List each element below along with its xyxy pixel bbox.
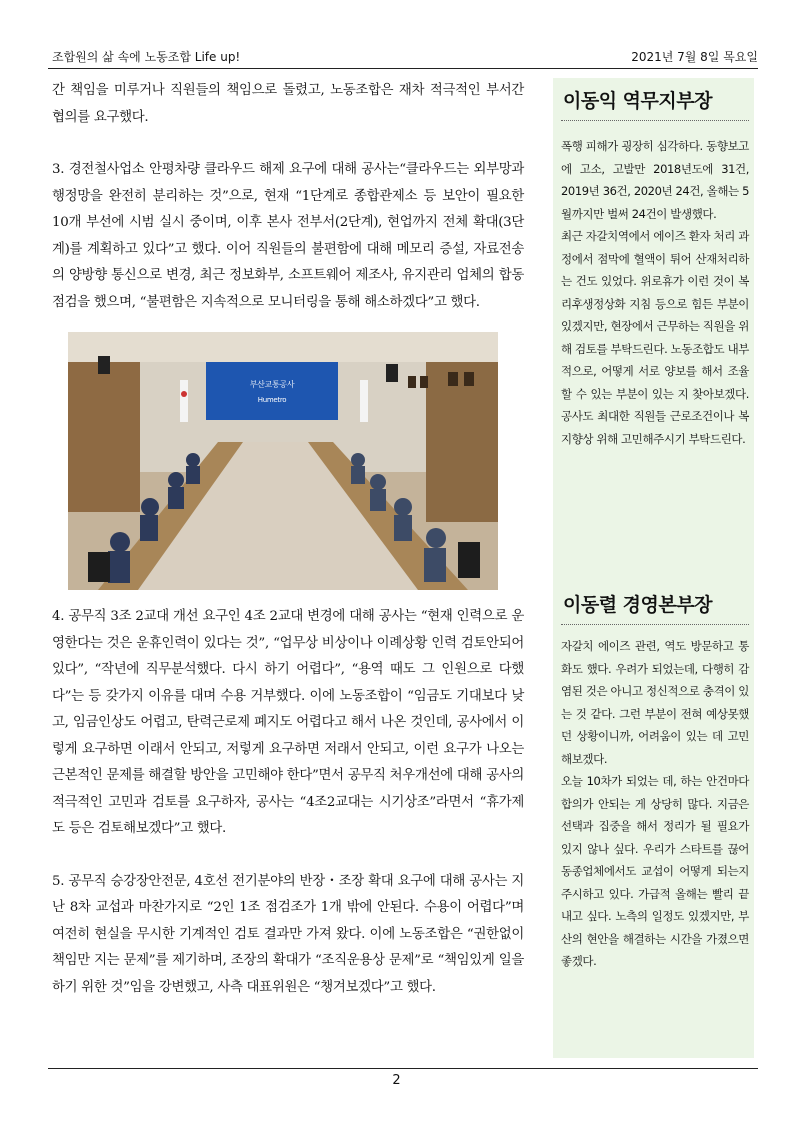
paragraph-item-5: 5. 공무직 승강장안전문, 4호선 전기분야의 반장・조장 확대 요구에 대해 공사는 지난 8차 교섭과 마찬가지로 “2인 1조 점검조가 1개 밖에 안된다. 수용이 어렵다”며 여전히 현실을 무시한 기계적인 검토 결과만 가져 왔다. 이에 노동조합은 “권한없이 책임만 지는 문제”를 제기하며, 조장의 확대가 “조직운용상 문제”로 “책임있게 일을 하기 위한 것”임을 강변했고, 사측 대표위원은 “챙겨보겠다”고 했다. (52, 873, 524, 995)
comment-title-2: 이동렬 경영본부장 (561, 586, 749, 625)
comment-2-paragraph-2: 오늘 10차가 되었는 데, 하는 안건마다 합의가 안되는 게 상당히 많다. 지금은 선택과 집중을 해서 정리가 될 필요가 있지 않나 싶다. 우리가 스타트를 끊어 동종업체에서도 교섭이 어떻게 되는지 주시하고 있다. 가급적 올해는 빨리 끝내고 싶다. 노측의 일정도 있겠지만, 부산의 현안을 해결하는 시간을 가졌으면 좋겠다. (561, 774, 749, 968)
footer-divider (48, 1068, 758, 1069)
comment-1-paragraph-1: 폭행 피해가 굉장히 심각하다. 동향보고에 고소, 고발만 2018년도에 31건, 2019년 36건, 2020년 24건, 올해는 5월까지만 벌써 24건이 발생했다. (561, 139, 749, 221)
comment-title-1: 이동익 역무지부장 (561, 82, 749, 121)
page-header (48, 46, 758, 69)
comment-section-2 (561, 586, 749, 973)
sidebar-comments (553, 78, 754, 1058)
comment-1-paragraph-2: 최근 자갈치역에서 에이즈 환자 처리 과정에서 점막에 혈액이 튀어 산재처리하는 건도 있었다. 위로휴가 이런 것이 복리후생정상화 지침 등으로 힘든 부분이 있겠지만, 현장에서 근무하는 직원을 위해 검토를 부탁드린다. 노동조합도 내부적으로, 어떻게 서로 양보를 해서 조율할 수 있는 부분이 있는 지 찾아보겠다. 공사도 최대한 직원들 근로조건이나 복지향상 위해 고민해주시기 부탁드린다. (561, 229, 749, 446)
page-number: 2 (392, 1073, 401, 1088)
comment-2-paragraph-1: 자갈치 에이즈 관련, 역도 방문하고 통화도 했다. 우려가 되었는데, 다행히 감염된 것은 아니고 정신적으로 충격이 있는 것 같다. 그런 부분이 전혀 예상못했던 상황이니까, 어려움이 있는 데 고민해보겠다. (561, 639, 749, 766)
banner-logo-text: Humetro (257, 396, 287, 404)
newsletter-slogan: 조합원의 삶 속에 노동조합 Life up! (52, 50, 241, 64)
paragraph-item-4: 4. 공무직 3조 2교대 개선 요구인 4조 2교대 변경에 대해 공사는 “현재 인력으로 운영한다는 것은 운휴인력이 있다는 것”, “업무상 비상이나 이례상황 인력 검토안되어 있다”, “작년에 직무분석했다. 다시 하기 어렵다”, “용역 때도 그 인원으로 다했다”는 등 갖가지 이유를 대며 수용 거부했다. 이에 노동조합이 “임금도 기대보다 낮고, 임금인상도 어렵고, 탄력근로제 폐지도 어렵다고 해서 나온 것인데, 공사에서 이렇게 요구하면 이래서 안되고, 저렇게 요구하면 저래서 안되고, 이런 요구가 나오는 근본적인 문제를 해결할 방안을 고민해야 한다”면서 공무직 처우개선에 대해 공사의 적극적인 고민과 검토를 요구하자, 공사는 “4조2교대는 시기상조”라면서 “휴가제도 등은 검토해보겠다”고 했다. (52, 609, 524, 836)
paragraph-item-3: 3. 경전철사업소 안평차량 클라우드 해제 요구에 대해 공사는“클라우드는 외부망과 행정망을 완전히 분리하는 것”으로, 현재 “1단계로 종합관제소 등 보안이 필요한 10개 부선에 시범 실시 중이며, 이후 본사 전부서(2단계), 현업까지 전체 확대(3단계)를 계획하고 있다”고 했다. 이어 직원들의 불편함에 대해 메모리 증설, 자료전송의 양방향 통신으로 변경, 최근 정보화부, 소프트웨어 제조사, 유지관리 업체의 합동점검을 했으며, “불편함은 지속적으로 모니터링을 통해 해소하겠다”고 했다. (52, 162, 524, 310)
main-column (52, 78, 524, 1001)
issue-date: 2021년 7월 8일 목요일 (631, 50, 758, 64)
comment-section-1 (561, 82, 749, 450)
paragraph-1: 간 책임을 미루거나 직원들의 책임으로 돌렸고, 노동조합은 재차 적극적인 부서간 협의를 요구했다. (52, 83, 524, 125)
banner-board (206, 362, 338, 420)
meeting-room-illustration (68, 332, 498, 590)
meeting-photo (68, 332, 498, 590)
banner-title: 부산교통공사 (249, 380, 295, 389)
